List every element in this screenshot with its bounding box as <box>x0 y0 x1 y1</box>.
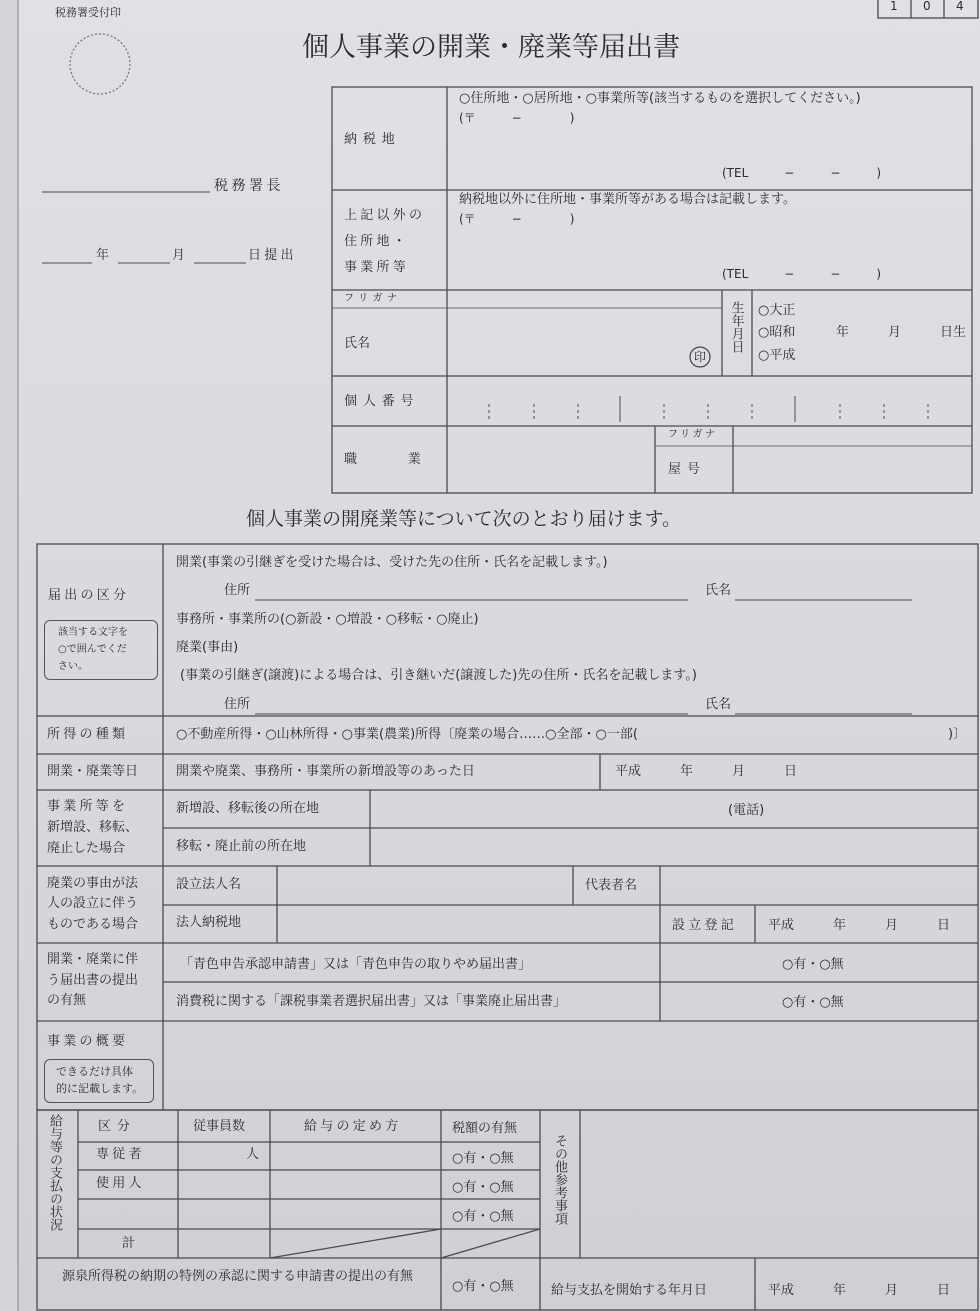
date-submit: 日提出 <box>248 248 297 263</box>
other-notes-label: その他参考事項 <box>552 1134 567 1225</box>
category-label: 届出の区分 <box>48 588 130 603</box>
row-employee: 使用人 <box>96 1176 145 1191</box>
other-address-note: 納税地以外に住所地・事業所等がある場合は記載します。 <box>459 192 796 207</box>
income-label: 所得の種類 <box>47 727 129 742</box>
form-number-3: 4 <box>956 0 964 13</box>
summary-note-1: できるだけ具体 <box>56 1065 133 1078</box>
withholding-label: 源泉所得税の納期の特例の承認に関する申請書の提出の有無 <box>62 1269 414 1284</box>
close-line: 廃業(事由) <box>176 640 239 655</box>
filing-label-1: 開業・廃業に伴 <box>47 952 139 967</box>
row-total: 計 <box>122 1236 136 1251</box>
name-label-1: 氏名 <box>344 336 371 351</box>
filing-label-2: う届出書の提出 <box>47 973 139 988</box>
other-address-tel: (TEL − − ) <box>722 267 882 281</box>
salary-side-label: 給与等の支払の状況 <box>47 1114 62 1231</box>
pay-start-label: 給与支払を開始する年月日 <box>551 1283 708 1298</box>
shop-furigana: フリガナ <box>668 429 718 440</box>
corp-name-label: 設立法人名 <box>176 877 242 892</box>
row-family-yes-no[interactable]: ○有・○無 <box>452 1151 514 1166</box>
other-address-label-2: 住所地・ <box>344 234 410 249</box>
other-address-postal: (〒 − ) <box>459 212 575 226</box>
corp-reason-2: 人の設立に伴う <box>47 896 139 911</box>
furigana-label: フリガナ <box>344 293 402 304</box>
close-address: 住所 <box>224 697 251 712</box>
open-address: 住所 <box>224 583 251 598</box>
col-rule: 給与の定め方 <box>304 1119 402 1134</box>
col-tax: 税額の有無 <box>452 1121 518 1136</box>
date-desc: 開業や廃業、事務所・事業所の新増設等のあった日 <box>176 764 475 779</box>
tax-place-postal: (〒 − ) <box>459 111 575 125</box>
row-other-yes-no[interactable]: ○有・○無 <box>452 1209 514 1224</box>
pay-start-heisei: 平成 年 月 日 <box>768 1283 951 1298</box>
job-label: 職業 <box>344 452 472 467</box>
corp-tax-place-label: 法人納税地 <box>176 915 242 930</box>
chief-label: 税務署長 <box>214 178 284 194</box>
era-heisei: ○平成 <box>758 348 796 363</box>
new-location-label: 新増設、移転後の所在地 <box>176 801 320 816</box>
corp-reason-1: 廃業の事由が法 <box>47 876 139 891</box>
birth-ymd: 年 月 日生 <box>836 325 967 340</box>
form-number-1: 1 <box>890 0 898 13</box>
consumption-tax-label: 消費税に関する「課税事業者選択届出書」又は「事業廃止届出書」 <box>176 994 567 1009</box>
date-year: 年 <box>96 248 110 263</box>
shop-name-label: 屋号 <box>668 462 706 477</box>
old-location-label: 移転・廃止前の所在地 <box>176 839 307 854</box>
tax-place-label: 納税地 <box>344 132 401 147</box>
other-address-label-1: 上記以外の <box>344 208 426 223</box>
office-change-2: 新増設、移転、 <box>47 820 139 835</box>
representative-label: 代表者名 <box>585 878 638 893</box>
col-category: 区分 <box>98 1119 136 1134</box>
office-change-3: 廃止した場合 <box>47 841 126 856</box>
open-name: 氏名 <box>705 583 732 598</box>
close-note: (事業の引継ぎ(譲渡)による場合は、引き継いだ(譲渡した)先の住所・氏名を記載します。) <box>180 668 697 683</box>
income-close: )〕 <box>948 727 967 742</box>
era-showa: ○昭和 <box>758 325 796 340</box>
income-options: ○不動産所得・○山林所得・○事業(農業)所得〔廃業の場合……○全部・○一部( <box>176 727 638 742</box>
date-label: 開業・廃業等日 <box>47 764 139 779</box>
phone-label: (電話) <box>728 803 765 818</box>
close-name: 氏名 <box>705 697 732 712</box>
stamp-label: 税務署受付印 <box>55 6 121 19</box>
withholding-yes-no[interactable]: ○有・○無 <box>452 1279 514 1294</box>
office-line: 事務所・事業所の(○新設・○増設・○移転・○廃止) <box>176 612 479 627</box>
corp-reason-3: ものである場合 <box>47 917 139 932</box>
seal-mark: 印 <box>694 350 707 364</box>
office-change-1: 事業所等を <box>47 799 129 814</box>
blue-return-yes-no[interactable]: ○有・○無 <box>782 957 844 972</box>
page-title: 個人事業の開業・廃業等届出書 <box>302 32 680 63</box>
tax-place-options: ○住所地・○居所地・○事業所等(該当するものを選択してください。) <box>459 91 861 106</box>
filing-label-3: の有無 <box>47 993 87 1008</box>
my-number-label: 個人番号 <box>344 394 420 409</box>
tax-place-tel: (TEL − − ) <box>722 166 882 180</box>
declaration-text: 個人事業の開廃業等について次のとおり届けます。 <box>246 508 682 530</box>
date-heisei: 平成 年 月 日 <box>615 764 798 779</box>
era-taisho: ○大正 <box>758 303 796 318</box>
other-address-label-3: 事業所等 <box>344 260 410 275</box>
date-month: 月 <box>172 248 186 263</box>
summary-note-2: 的に記載します。 <box>56 1082 144 1095</box>
category-note-2: ○で囲んでくだ <box>58 644 127 655</box>
registration-heisei: 平成 年 月 日 <box>768 918 951 933</box>
category-note-3: さい。 <box>58 661 88 672</box>
row-family: 専従者 <box>96 1147 145 1162</box>
consumption-tax-yes-no[interactable]: ○有・○無 <box>782 995 844 1010</box>
open-line: 開業(事業の引継ぎを受けた場合は、受けた先の住所・氏名を記載します。) <box>176 555 608 570</box>
row-employee-yes-no[interactable]: ○有・○無 <box>452 1180 514 1195</box>
form-number-2: 0 <box>923 0 931 13</box>
summary-label: 事業の概要 <box>47 1034 129 1049</box>
blue-return-label: 「青色申告承認申請書」又は「青色申告の取りやめ届出書」 <box>180 957 532 972</box>
row-family-unit: 人 <box>246 1147 260 1162</box>
birth-label: 生年月日 <box>728 301 744 353</box>
category-note-1: 該当する文字を <box>58 627 128 638</box>
registration-label: 設立登記 <box>672 918 738 933</box>
col-employees: 従事員数 <box>193 1119 246 1134</box>
